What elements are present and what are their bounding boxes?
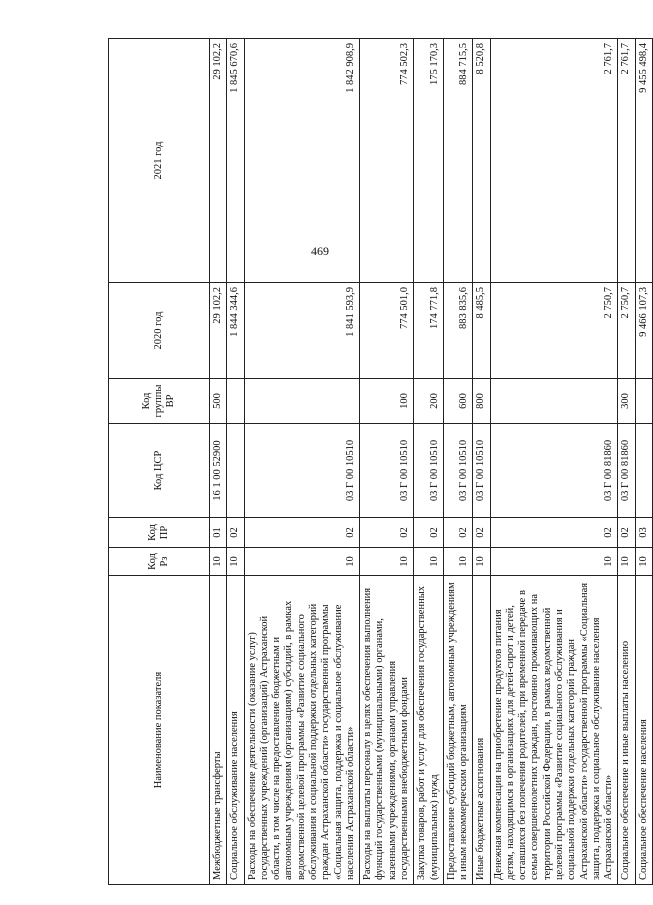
cell-pr: 02 bbox=[227, 518, 244, 548]
cell-y2020: 2 750,7 bbox=[490, 283, 618, 379]
cell-y2020: 1 841 593,9 bbox=[244, 283, 360, 379]
cell-rz: 10 bbox=[414, 548, 444, 576]
cell-vr bbox=[490, 379, 618, 424]
cell-name: Предоставление субсидий бюджетным, автономным учреждениям и иным некоммерческим организациям bbox=[443, 576, 473, 885]
header-2021: 2021 год bbox=[109, 39, 210, 283]
cell-y2021: 1 845 670,6 bbox=[227, 39, 244, 283]
cell-y2021: 175 170,3 bbox=[414, 39, 444, 283]
cell-rz: 10 bbox=[210, 548, 227, 576]
header-rz: Код Рз bbox=[109, 548, 210, 576]
cell-y2021: 8 520,8 bbox=[473, 39, 490, 283]
cell-pr: 02 bbox=[244, 518, 360, 548]
cell-vr: 300 bbox=[618, 379, 635, 424]
cell-pr: 02 bbox=[618, 518, 635, 548]
cell-vr bbox=[635, 379, 652, 424]
cell-rz: 10 bbox=[443, 548, 473, 576]
cell-y2020: 774 501,0 bbox=[360, 283, 414, 379]
cell-vr bbox=[244, 379, 360, 424]
cell-csr: 03 Г 00 81860 bbox=[490, 424, 618, 518]
cell-name: Расходы на выплаты персоналу в целях обеспечения выполнения функций государственными (муниципальными) органами, казенными учреждениями, органами управления государственными внебюджетными фондами bbox=[360, 576, 414, 885]
cell-pr: 01 bbox=[210, 518, 227, 548]
table-row bbox=[443, 39, 473, 885]
cell-pr: 02 bbox=[443, 518, 473, 548]
cell-y2021: 29 102,2 bbox=[210, 39, 227, 283]
cell-vr: 200 bbox=[414, 379, 444, 424]
cell-csr: 03 Г 00 10510 bbox=[244, 424, 360, 518]
cell-y2020: 2 750,7 bbox=[618, 283, 635, 379]
cell-name: Социальное обслуживание населения bbox=[227, 576, 244, 885]
cell-y2020: 9 466 107,3 bbox=[635, 283, 652, 379]
table-row bbox=[635, 39, 652, 885]
table-body bbox=[210, 39, 653, 885]
cell-rz: 10 bbox=[618, 548, 635, 576]
cell-csr: 03 Г 00 10510 bbox=[443, 424, 473, 518]
cell-csr: 16 1 00 52900 bbox=[210, 424, 227, 518]
table-row bbox=[414, 39, 444, 885]
cell-y2020: 174 771,8 bbox=[414, 283, 444, 379]
cell-y2020: 1 844 344,6 bbox=[227, 283, 244, 379]
cell-y2021: 2 761,7 bbox=[618, 39, 635, 283]
cell-csr bbox=[227, 424, 244, 518]
cell-name: Закупка товаров, работ и услуг для обеспечения государственных (муниципальных) нужд bbox=[414, 576, 444, 885]
cell-vr bbox=[227, 379, 244, 424]
table-row bbox=[490, 39, 618, 885]
cell-y2021: 2 761,7 bbox=[490, 39, 618, 283]
cell-pr: 02 bbox=[473, 518, 490, 548]
cell-rz: 10 bbox=[490, 548, 618, 576]
cell-y2021: 774 502,3 bbox=[360, 39, 414, 283]
cell-pr: 03 bbox=[635, 518, 652, 548]
table-row bbox=[244, 39, 360, 885]
header-csr: Код ЦСР bbox=[109, 424, 210, 518]
cell-vr: 100 bbox=[360, 379, 414, 424]
cell-vr: 800 bbox=[473, 379, 490, 424]
cell-pr: 02 bbox=[360, 518, 414, 548]
cell-csr: 03 Г 00 81860 bbox=[618, 424, 635, 518]
cell-y2021: 1 842 908,9 bbox=[244, 39, 360, 283]
header-pr: Код ПР bbox=[109, 518, 210, 548]
table-header-row bbox=[109, 39, 210, 885]
table-row bbox=[227, 39, 244, 885]
cell-name: Социальное обеспечение и иные выплаты населению bbox=[618, 576, 635, 885]
cell-csr: 03 Г 00 10510 bbox=[473, 424, 490, 518]
cell-y2021: 9 455 498,4 bbox=[635, 39, 652, 283]
cell-vr: 500 bbox=[210, 379, 227, 424]
header-2020: 2020 год bbox=[109, 283, 210, 379]
page-number: 469 bbox=[311, 244, 329, 258]
cell-csr: 03 Г 00 10510 bbox=[414, 424, 444, 518]
cell-rz: 10 bbox=[360, 548, 414, 576]
cell-y2020: 29 102,2 bbox=[210, 283, 227, 379]
cell-name: Иные бюджетные ассигнования bbox=[473, 576, 490, 885]
header-name: Наименование показателя bbox=[109, 576, 210, 885]
rotated-table-container bbox=[108, 39, 649, 885]
cell-csr: 03 Г 00 10510 bbox=[360, 424, 414, 518]
cell-y2020: 8 485,5 bbox=[473, 283, 490, 379]
cell-rz: 10 bbox=[473, 548, 490, 576]
table-row bbox=[210, 39, 227, 885]
budget-table bbox=[108, 38, 653, 885]
cell-rz: 10 bbox=[244, 548, 360, 576]
cell-name: Межбюджетные трансферты bbox=[210, 576, 227, 885]
table-row bbox=[618, 39, 635, 885]
cell-rz: 10 bbox=[635, 548, 652, 576]
table-row bbox=[360, 39, 414, 885]
cell-name: Расходы на обеспечение деятельности (оказание услуг) государственных учреждений (организаций) Астраханской области, в том числе на предоставление бюджетным и автономным учреждениям (организациям) субсидий, в рамках ведомственной целевой программы «Развитие социального обслуживания и социальной поддержки отдельных категорий граждан Астраханской области» государственной программы «Социальная защита, поддержка и социальное обслуживание населения Астраханской области» bbox=[244, 576, 360, 885]
cell-name: Денежная компенсация на приобретение продуктов питания детям, находящимся в организациях для детей-сирот и детей, оставшихся без попечения родителей, при временной передаче в семьи совершеннолетних граждан, постоянно проживающих на территории Российской Федерации, в рамках ведомственной целевой программы «Развитие социального обслуживания и социальной поддержки отдельных категорий граждан Астраханской области» государственной программы «Социальная защита, поддержка и социальное обслуживание населения Астраханской области» bbox=[490, 576, 618, 885]
table-row bbox=[473, 39, 490, 885]
cell-name: Социальное обеспечение населения bbox=[635, 576, 652, 885]
cell-rz: 10 bbox=[227, 548, 244, 576]
cell-vr: 600 bbox=[443, 379, 473, 424]
cell-pr: 02 bbox=[490, 518, 618, 548]
cell-csr bbox=[635, 424, 652, 518]
cell-pr: 02 bbox=[414, 518, 444, 548]
cell-y2020: 883 835,6 bbox=[443, 283, 473, 379]
header-vr: Код группы ВР bbox=[109, 379, 210, 424]
cell-y2021: 884 715,5 bbox=[443, 39, 473, 283]
